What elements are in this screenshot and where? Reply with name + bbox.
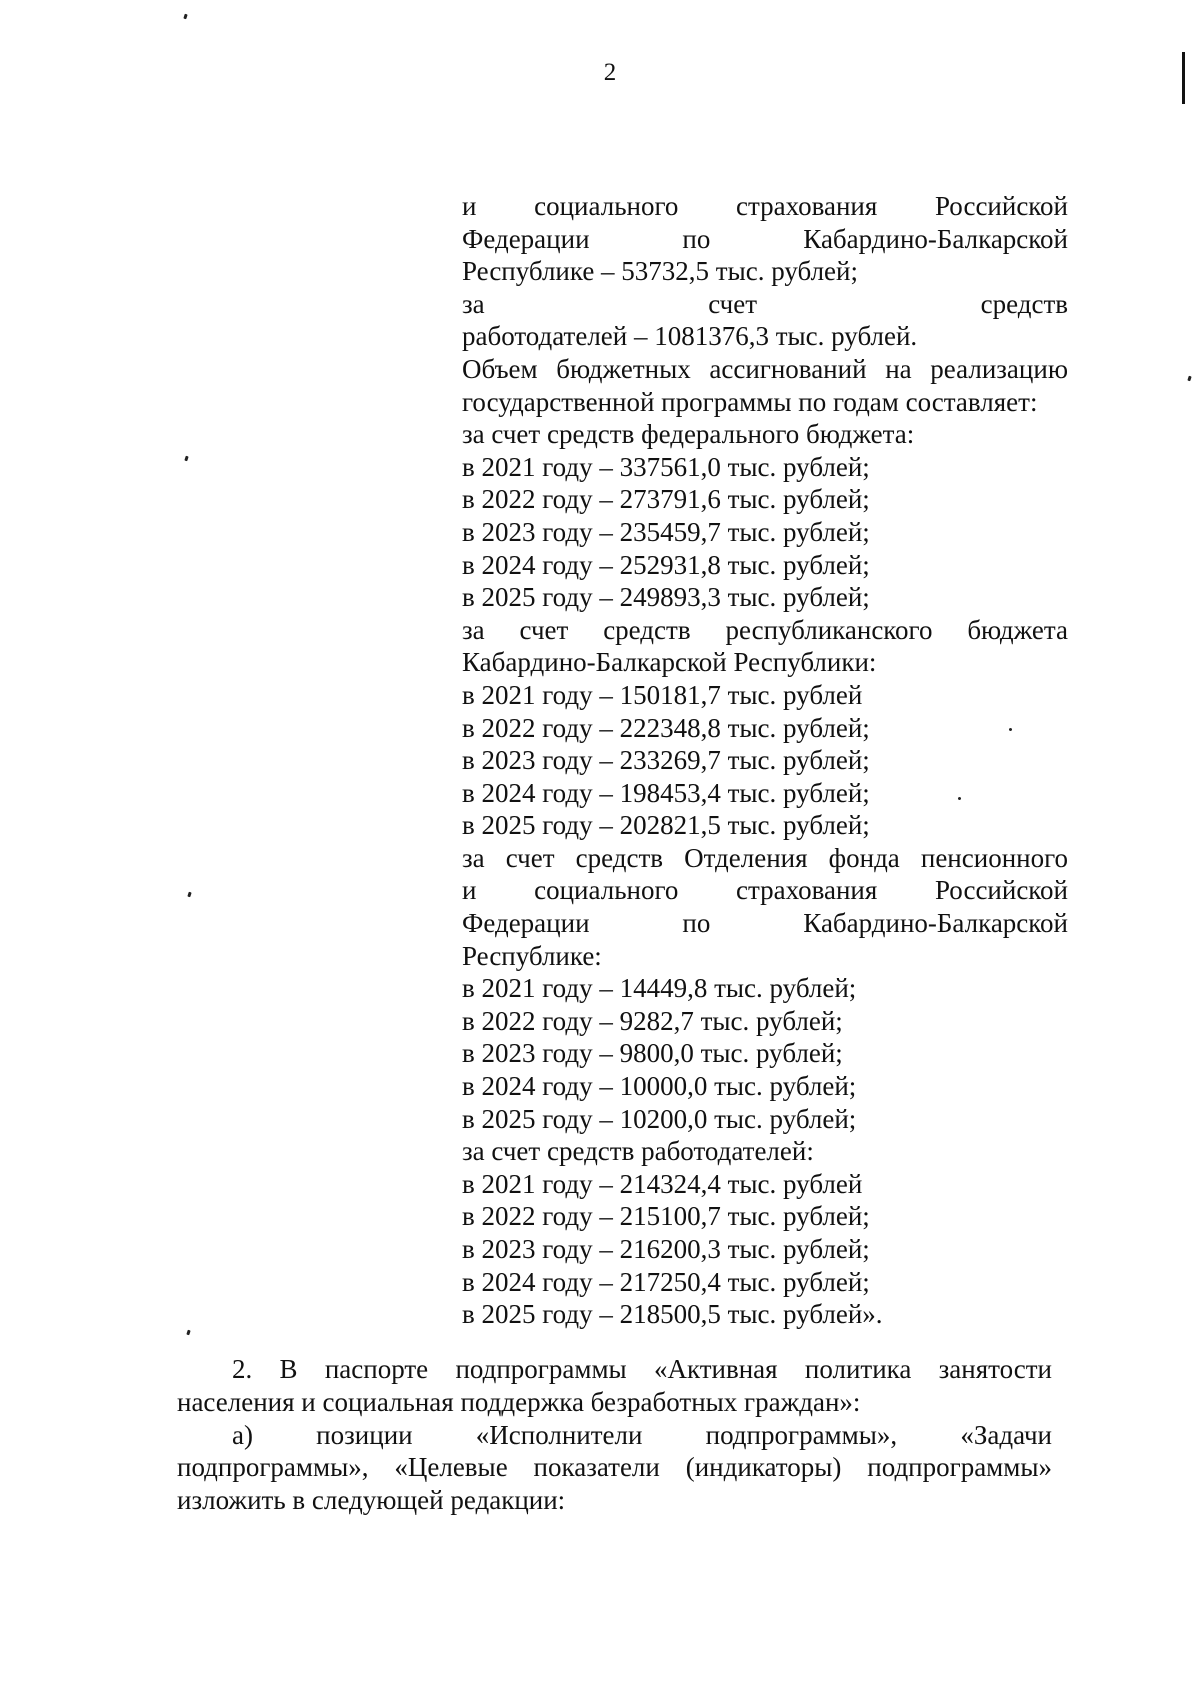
column-line-5: работодателей – 1081376,3 тыс. рублей. bbox=[462, 321, 918, 352]
column-line-33: в 2023 году – 216200,3 тыс. рублей; bbox=[462, 1234, 870, 1264]
section-line-5: изложить в следующей редакции: bbox=[177, 1485, 566, 1516]
page-number: 2 bbox=[603, 59, 617, 86]
column-line-21: за счет средств Отделения фонда пенсионного bbox=[462, 842, 1068, 873]
column-line-7: государственной программы по годам составляет: bbox=[462, 386, 1038, 417]
column-line-4: за счет средств bbox=[462, 288, 1068, 319]
column-line-1: и социального страхования Российской bbox=[462, 191, 1068, 221]
column-line-31: в 2021 году – 214324,4 тыс. рублей bbox=[462, 1168, 863, 1199]
section-line-3: а) позиции «Исполнители подпрограммы», «Задачи bbox=[232, 1419, 1052, 1450]
section-line-4: подпрограммы», «Целевые показатели (индикаторы) подпрограммы» bbox=[177, 1452, 1052, 1483]
column-line-20: в 2025 году – 202821,5 тыс. рублей; bbox=[462, 810, 870, 841]
scan-speck-2 bbox=[184, 456, 188, 462]
column-line-23: Федерации по Кабардино-Балкарской bbox=[462, 908, 1068, 939]
column-line-8: за счет средств федерального бюджета: bbox=[462, 419, 915, 450]
column-line-17: в 2022 году – 222348,8 тыс. рублей; bbox=[462, 712, 870, 743]
funding-column bbox=[462, 190, 1068, 1331]
column-line-6: Объем бюджетных ассигнований на реализацию bbox=[462, 353, 1068, 384]
column-line-11: в 2023 году – 235459,7 тыс. рублей; bbox=[462, 516, 870, 547]
column-line-19: в 2024 году – 198453,4 тыс. рублей; bbox=[462, 777, 870, 808]
column-line-29: в 2025 году – 10200,0 тыс. рублей; bbox=[462, 1103, 857, 1134]
column-line-10: в 2022 году – 273791,6 тыс. рублей; bbox=[462, 484, 870, 515]
column-line-34: в 2024 году – 217250,4 тыс. рублей; bbox=[462, 1266, 870, 1297]
column-line-24: Республике: bbox=[462, 940, 602, 971]
section-paragraph bbox=[177, 1353, 1052, 1517]
column-line-16: в 2021 году – 150181,7 тыс. рублей bbox=[462, 679, 863, 710]
column-line-18: в 2023 году – 233269,7 тыс. рублей; bbox=[462, 745, 870, 776]
column-line-30: за счет средств работодателей: bbox=[462, 1136, 814, 1167]
column-line-26: в 2022 году – 9282,7 тыс. рублей; bbox=[462, 1005, 843, 1036]
column-line-9: в 2021 году – 337561,0 тыс. рублей; bbox=[462, 451, 870, 482]
scan-speck-4 bbox=[186, 1330, 190, 1336]
column-line-32: в 2022 году – 215100,7 тыс. рублей; bbox=[462, 1201, 870, 1232]
column-line-22: и социального страхования Российской bbox=[462, 875, 1068, 906]
column-line-35: в 2025 году – 218500,5 тыс. рублей». bbox=[462, 1299, 883, 1330]
column-line-28: в 2024 году – 10000,0 тыс. рублей; bbox=[462, 1071, 857, 1102]
column-line-2: Федерации по Кабардино-Балкарской bbox=[462, 223, 1068, 254]
margin-bar bbox=[1182, 52, 1185, 104]
column-line-14: за счет средств республиканского бюджета bbox=[462, 614, 1068, 645]
scan-speck-1 bbox=[183, 14, 187, 20]
column-line-12: в 2024 году – 252931,8 тыс. рублей; bbox=[462, 549, 870, 580]
scan-speck-3 bbox=[187, 892, 191, 898]
column-line-13: в 2025 году – 249893,3 тыс. рублей; bbox=[462, 582, 870, 613]
section-line-2: населения и социальная поддержка безработных граждан»: bbox=[177, 1386, 861, 1417]
column-line-3: Республике – 53732,5 тыс. рублей; bbox=[462, 256, 858, 287]
column-line-27: в 2023 году – 9800,0 тыс. рублей; bbox=[462, 1038, 843, 1069]
column-line-15: Кабардино-Балкарской Республики: bbox=[462, 647, 877, 678]
section-line-1: 2. В паспорте подпрограммы «Активная политика занятости bbox=[232, 1354, 1052, 1384]
column-line-25: в 2021 году – 14449,8 тыс. рублей; bbox=[462, 973, 857, 1004]
scan-speck-5 bbox=[1187, 376, 1191, 382]
